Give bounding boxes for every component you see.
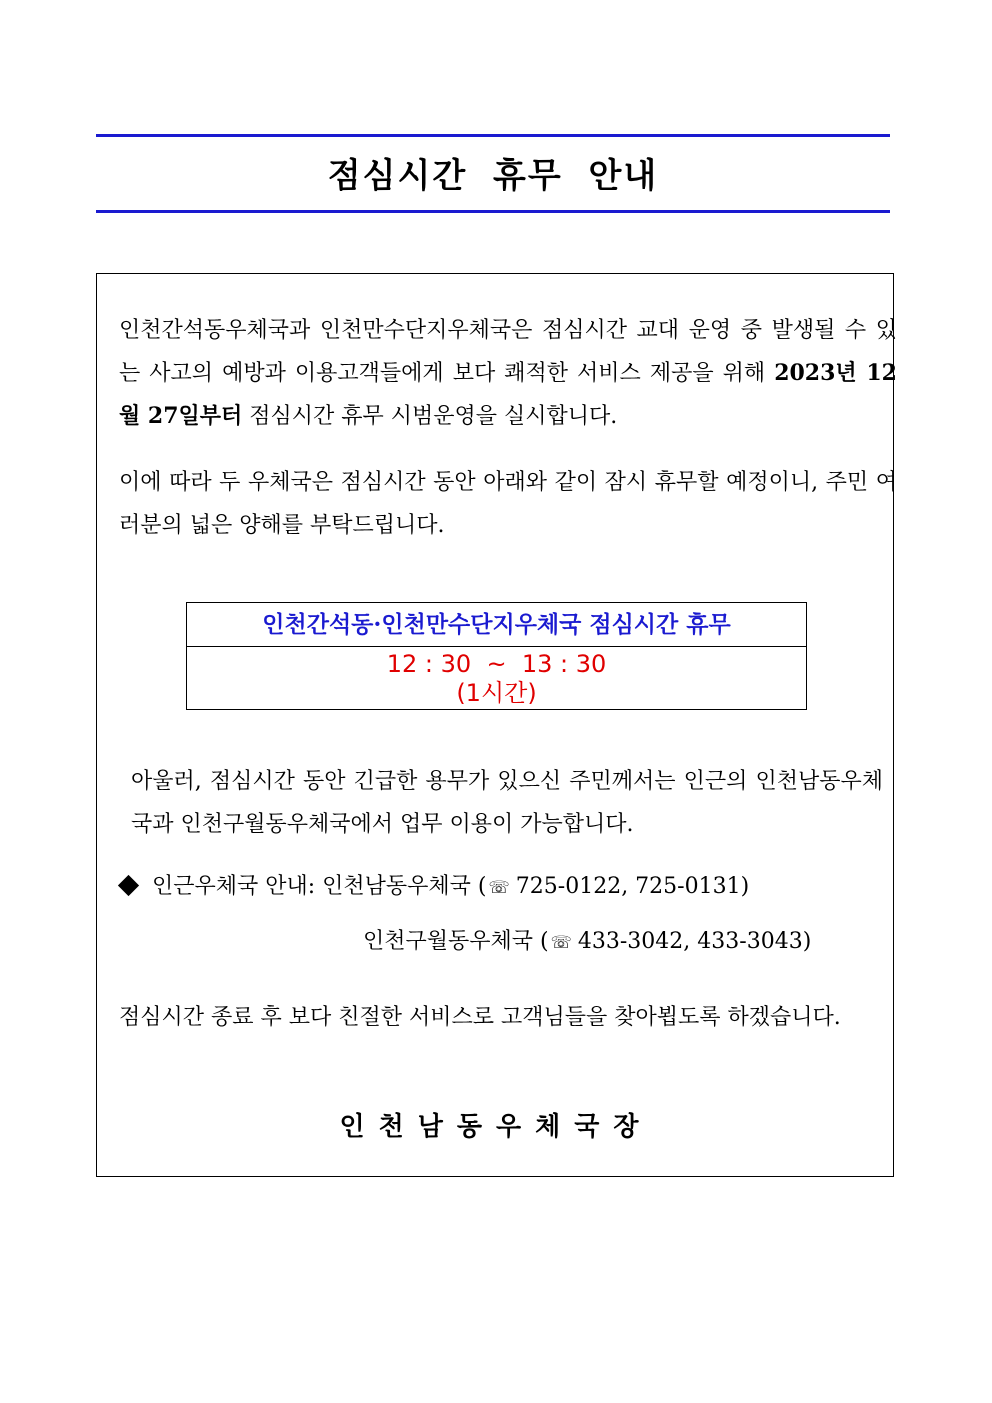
nearby-office-2: 인천구월동우체국: [363, 929, 534, 954]
nearby-offices-row-1: 인근우체국 안내: 인천남동우체국 ( ☏ 725-0122, 725-0131): [117, 874, 749, 901]
lunch-hours-cell: [187, 647, 806, 709]
nearby-office-1-phones: 725-0122, 725-0131: [515, 874, 741, 899]
intro-paragraph: [107, 309, 897, 438]
lunch-hours-duration: (1시간): [456, 679, 537, 707]
phone-icon: ☏: [488, 878, 510, 898]
phone-icon: ☏: [550, 933, 572, 953]
nearby-office-2-phones: 433-3042, 433-3043: [577, 929, 803, 954]
page-title: 점심시간 휴무 안내: [327, 156, 659, 196]
alternative-paragraph: 아울러, 점심시간 동안 긴급한 용무가 있으신 주민께서는 인근의 인천남동우체국과 인천구월동우체국에서 업무 이용이 가능합니다.: [131, 769, 883, 837]
lunch-hours-header: 인천간석동·인천만수단지우체국 점심시간 휴무: [187, 603, 806, 647]
lunch-hours-time: 12 : 30 ~ 13 : 30: [386, 650, 607, 678]
title-top-rule: [96, 134, 890, 137]
intro-text: 인천간석동우체국과 인천만수단지우체국은 점심시간 교대 운영 중 발생될 수 있는 사고의 예방과 이용고객들에게 보다 쾌적한 서비스 제공을 위해: [119, 318, 897, 386]
title-bottom-rule: [96, 210, 890, 213]
lunch-hours-table: [186, 602, 807, 710]
start-date: 2023년 12월 27일부터: [119, 360, 897, 429]
nearby-offices-row-2: 인천구월동우체국 ( ☏ 433-3042, 433-3043): [363, 929, 812, 954]
notice-box: [96, 273, 897, 1177]
diamond-bullet-icon: [118, 875, 139, 896]
signature: 인천남동우체국장: [339, 1112, 653, 1142]
closure-paragraph: 이에 따라 두 우체국은 점심시간 동안 아래와 같이 잠시 휴무할 예정이니, 주민 여러분의 넓은 양해를 부탁드립니다.: [119, 470, 897, 538]
closing-paragraph: 점심시간 종료 후 보다 친절한 서비스로 고객님들을 찾아뵙도록 하겠습니다.: [119, 1005, 841, 1030]
nearby-office-1: 인천남동우체국: [322, 874, 471, 899]
nearby-label: 인근우체국 안내:: [152, 874, 316, 899]
intro-text-end: 점심시간 휴무 시범운영을 실시합니다.: [242, 404, 618, 429]
